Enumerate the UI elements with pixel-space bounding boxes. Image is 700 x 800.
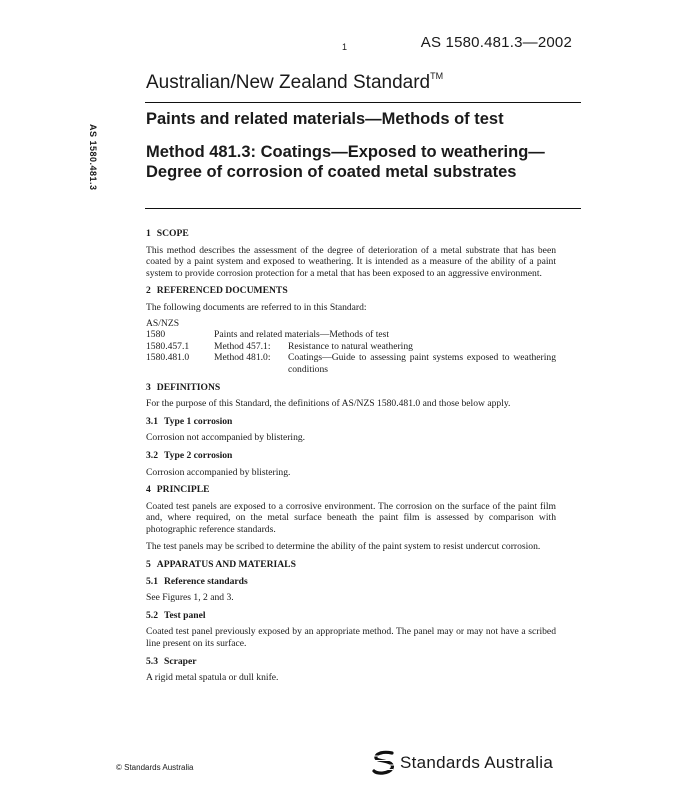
section-title: DEFINITIONS <box>156 381 221 393</box>
section-number: 4 <box>146 484 151 496</box>
standards-australia-logo <box>372 750 553 776</box>
scraper-text: A rigid metal spatula or dull knife. <box>146 672 279 684</box>
subsection-title: Type 1 corrosion <box>164 415 233 427</box>
refs-table <box>146 329 556 375</box>
subsection-title: Reference standards <box>164 575 248 587</box>
ref-code: 1580.481.0 <box>146 352 190 364</box>
subsection-number: 5.3 <box>146 655 158 667</box>
table-row <box>146 329 556 341</box>
standard-title-text: Australian/New Zealand Standard <box>146 72 431 93</box>
logo-text: Standards Australia <box>400 753 554 772</box>
ref-method: Method 457.1: <box>214 340 271 352</box>
subsection-number: 5.1 <box>146 575 158 587</box>
side-document-code: AS 1580.481.3 <box>88 124 98 191</box>
test-panel-text: Coated test panel previously exposed by an appropriate method. The panel may or may not have a scribed line present on its surface. <box>146 626 556 650</box>
table-row <box>146 352 556 375</box>
table-row <box>146 341 556 353</box>
ref-method: Paints and related materials—Methods of test <box>214 329 390 341</box>
section-number: 2 <box>146 285 151 297</box>
section-defs-heading <box>146 382 556 394</box>
section-number: 5 <box>146 559 151 571</box>
type1-text: Corrosion not accompanied by blistering. <box>146 432 306 444</box>
principle-text-2: The test panels may be scribed to determine the ability of the paint system to resist undercut corrosion. <box>146 541 541 553</box>
section-number: 3 <box>146 381 151 393</box>
reference-standards-text: See Figures 1, 2 and 3. <box>146 592 234 604</box>
series-title: Paints and related materials—Methods of test <box>146 110 504 128</box>
section-title: SCOPE <box>156 228 189 239</box>
subsection-scraper-heading <box>146 656 556 668</box>
subsection-title: Test panel <box>164 609 206 621</box>
subsection-number: 3.1 <box>146 415 158 427</box>
subsection-number: 3.2 <box>146 449 158 461</box>
ref-desc: Coatings—Guide to assessing paint systems exposed to weathering conditions <box>288 352 556 375</box>
ref-code: 1580 <box>146 329 166 341</box>
section-number: 1 <box>146 228 151 239</box>
refs-group: AS/NZS <box>146 317 180 329</box>
subsection-number: 5.2 <box>146 609 158 621</box>
standard-title <box>146 72 443 94</box>
defs-intro: For the purpose of this Standard, the definitions of AS/NZS 1580.481.0 and those below apply. <box>146 398 511 410</box>
section-apparatus-heading <box>146 559 556 571</box>
title-rule <box>145 208 581 209</box>
subsection-type2-heading <box>146 450 556 462</box>
subsection-test-panel-heading <box>146 610 556 622</box>
method-title: Method 481.3: Coatings—Exposed to weathering—Degree of corrosion of coated metal substrates <box>146 143 545 181</box>
ref-desc: Resistance to natural weathering <box>288 340 413 352</box>
section-title: PRINCIPLE <box>156 484 210 496</box>
page-number: 1 <box>342 42 348 52</box>
principle-text-1: Coated test panels are exposed to a corrosive environment. The corrosion on the surface of the paint film and, where required, on the metal surface beneath the paint film is assessed by comparison with photographic reference standards. <box>146 500 556 535</box>
refs-intro: The following documents are referred to in this Standard: <box>146 301 367 313</box>
section-refs-heading <box>146 285 556 297</box>
ref-method: Method 481.0: <box>214 352 271 364</box>
subsection-title: Scraper <box>164 655 197 667</box>
subsection-type1-heading <box>146 416 556 428</box>
section-principle-heading <box>146 484 556 496</box>
subsection-reference-standards-heading <box>146 576 556 588</box>
subsection-title: Type 2 corrosion <box>164 449 233 461</box>
section-scope-heading <box>146 228 556 240</box>
section-title: REFERENCED DOCUMENTS <box>156 285 288 297</box>
standards-australia-logo-icon <box>372 750 396 776</box>
ref-code: 1580.457.1 <box>146 340 190 352</box>
section-title: APPARATUS AND MATERIALS <box>156 559 296 571</box>
header-rule <box>145 102 581 103</box>
document-body <box>146 228 556 690</box>
document-code: AS 1580.481.3—2002 <box>420 34 572 51</box>
copyright-notice: © Standards Australia <box>116 763 194 772</box>
trademark-mark: TM <box>430 70 444 81</box>
type2-text: Corrosion accompanied by blistering. <box>146 466 291 478</box>
scope-text: This method describes the assessment of the degree of deterioration of a metal substrate that has been coated by a paint system and exposed to weathering. It is intended as a measure of the ability of a paint system to provide corrosion protection for a metal that has been exposed to an aggressive environment. <box>146 244 556 279</box>
